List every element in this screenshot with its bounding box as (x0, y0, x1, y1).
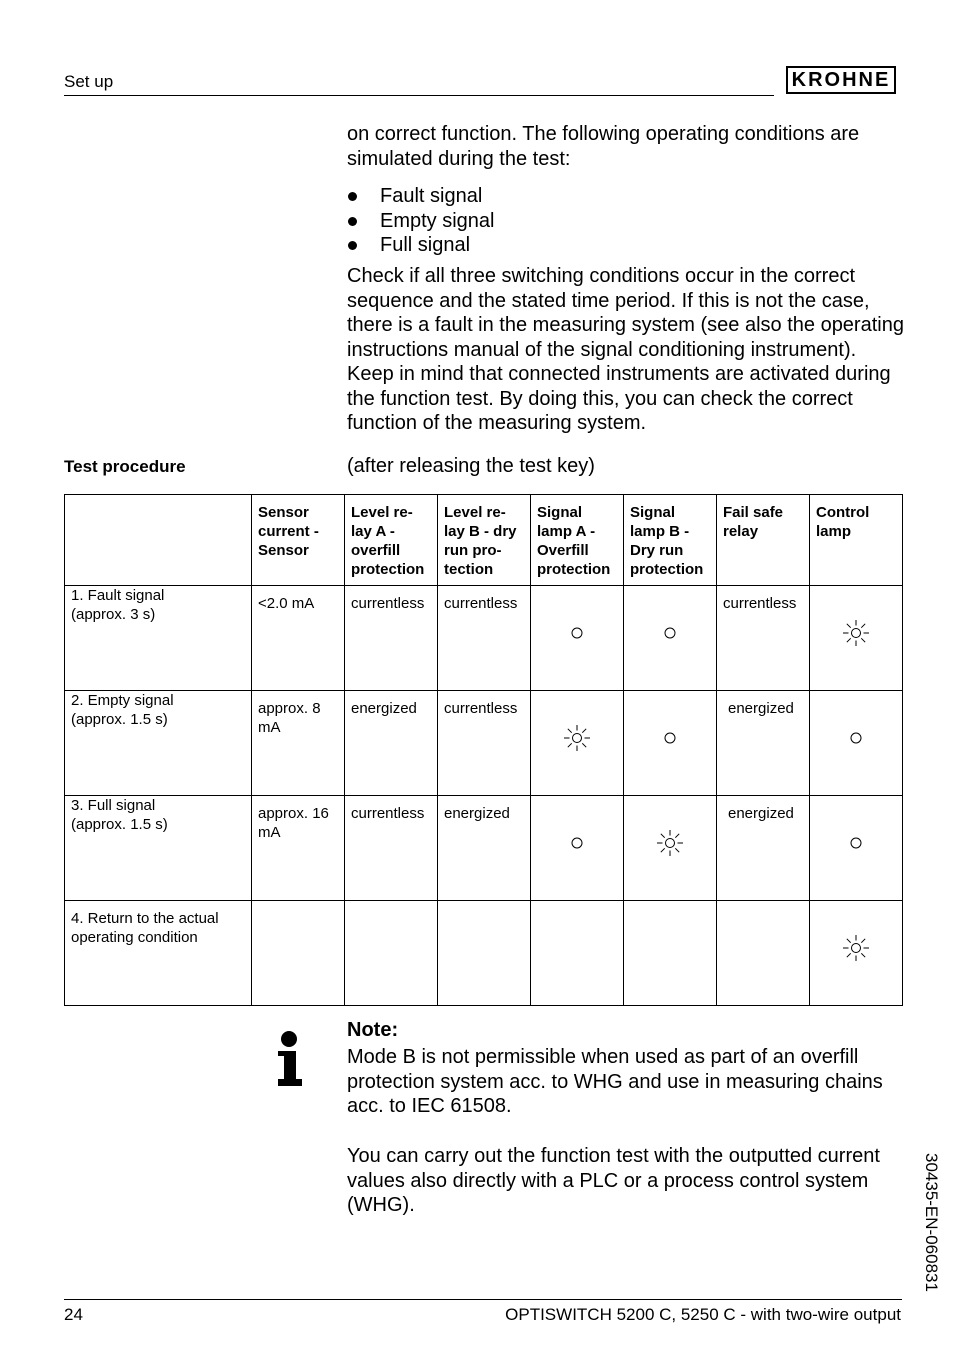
header-cell: Control lamp (810, 495, 903, 586)
lamp-on-icon (840, 617, 872, 649)
bullet-item (347, 233, 907, 258)
control-lamp-cell (810, 796, 903, 901)
header-cell: Level re-lay A - overfill protection (345, 495, 438, 586)
check-paragraph: Check if all three switching conditions occur in the correct sequence and the stated time period. If this is not the case, there is a fault in the measuring system (see also the operating instructions manual of the signal conditioning instrument). Keep in mind that connected instruments are activated during the function test. By doing this, you can check the correct function of the measuring system. (347, 265, 904, 434)
footer-divider (64, 1299, 902, 1300)
header-cell: Fail safe relay (717, 495, 810, 586)
test-procedure-label: Test procedure (64, 457, 186, 476)
document-id: 30435-EN-060831 (922, 1153, 941, 1292)
fail-safe-relay-cell: energized (717, 691, 810, 796)
header-cell: Signal lamp B - Dry run protection (624, 495, 717, 586)
lamp-symbol (810, 932, 902, 969)
control-lamp-cell (810, 691, 903, 796)
header-cell: Sensor current - Sensor (252, 495, 345, 586)
sensor-current-cell: approx. 8 mA (252, 691, 345, 796)
level-relay-a-cell: currentless (345, 796, 438, 901)
row-label-line: operating condition (71, 929, 198, 946)
fail-safe-relay-cell: energized (717, 796, 810, 901)
intro-paragraph: on correct function. The following operating conditions are simulated during the test: (347, 123, 860, 170)
lamp-on-icon (840, 932, 872, 964)
row-label-line: 2. Empty signal (71, 692, 174, 709)
control-lamp-cell (810, 901, 903, 1006)
table-row (65, 901, 903, 1006)
test-procedure-table (64, 494, 903, 1006)
level-relay-a-cell: energized (345, 691, 438, 796)
level-relay-b-cell: currentless (438, 691, 531, 796)
table-row (65, 586, 903, 691)
bullet-item (347, 184, 907, 209)
row-label-cell (65, 901, 252, 1006)
lamp-on-icon (561, 722, 593, 754)
header-cell: Level re-lay B - dry run pro-tection (438, 495, 531, 586)
lamp-symbol (531, 722, 623, 759)
signal-bullet-list (347, 184, 907, 258)
bullet-item (347, 209, 907, 234)
table-header-row (65, 495, 903, 586)
bullet-dot-icon (348, 192, 357, 201)
lamp-off-icon (561, 617, 593, 649)
note-title: Note: (347, 1019, 399, 1041)
bullet-text: Fault signal (380, 185, 483, 207)
control-lamp-cell (810, 586, 903, 691)
lamp-off-icon (840, 722, 872, 754)
lamp-symbol (810, 617, 902, 654)
table-row (65, 796, 903, 901)
lamp-symbol (810, 827, 902, 864)
lamp-symbol (624, 617, 716, 654)
lamp-off-icon (654, 722, 686, 754)
lamp-symbol (810, 722, 902, 759)
sensor-current-cell (252, 901, 345, 1006)
lamp-symbol (531, 617, 623, 654)
plc-paragraph: You can carry out the function test with the outputted current values also directly with a PLC or a process control system (WHG). (347, 1145, 880, 1216)
lamp-off-icon (840, 827, 872, 859)
table-row (65, 691, 903, 796)
signal-lamp-a-cell (531, 901, 624, 1006)
level-relay-b-cell: currentless (438, 586, 531, 691)
level-relay-a-cell: currentless (345, 586, 438, 691)
signal-lamp-a-cell (531, 796, 624, 901)
info-icon (276, 1030, 302, 1088)
lamp-symbol (624, 827, 716, 864)
note-paragraph: Mode B is not permissible when used as part of an overfill protection system acc. to WHG and use in measuring chains acc. to IEC 61508. (347, 1046, 883, 1117)
signal-lamp-b-cell (624, 796, 717, 901)
signal-lamp-b-cell (624, 901, 717, 1006)
row-label-line: (approx. 1.5 s) (71, 816, 168, 833)
signal-lamp-b-cell (624, 586, 717, 691)
lamp-off-icon (561, 827, 593, 859)
logo-text: KROHNE (791, 69, 891, 91)
lamp-off-icon (654, 617, 686, 649)
bullet-dot-icon (348, 217, 357, 226)
row-label-cell (65, 691, 252, 796)
row-label-cell (65, 796, 252, 901)
test-procedure-note: (after releasing the test key) (347, 455, 595, 477)
bullet-text: Full signal (380, 234, 471, 256)
level-relay-b-cell (438, 901, 531, 1006)
row-label-line: (approx. 1.5 s) (71, 711, 168, 728)
lamp-symbol (624, 722, 716, 759)
bullet-text: Empty signal (380, 209, 495, 232)
level-relay-b-cell: energized (438, 796, 531, 901)
sensor-current-cell: <2.0 mA (252, 586, 345, 691)
header-cell (65, 495, 252, 586)
level-relay-a-cell (345, 901, 438, 1006)
page-number: 24 (64, 1305, 83, 1324)
header-cell: Signal lamp A - Overfill protection (531, 495, 624, 586)
row-label-line: (approx. 3 s) (71, 606, 156, 623)
krohne-logo (786, 66, 896, 94)
lamp-symbol (531, 827, 623, 864)
product-title: OPTISWITCH 5200 C, 5250 C - with two-wire output (505, 1305, 901, 1324)
row-label-line: 3. Full signal (71, 797, 156, 814)
bullet-dot-icon (348, 241, 357, 250)
fail-safe-relay-cell (717, 901, 810, 1006)
row-label-line: 4. Return to the actual (71, 910, 219, 927)
lamp-on-icon (654, 827, 686, 859)
header-divider (64, 95, 774, 96)
signal-lamp-b-cell (624, 691, 717, 796)
row-label-cell (65, 586, 252, 691)
signal-lamp-a-cell (531, 586, 624, 691)
sensor-current-cell: approx. 16 mA (252, 796, 345, 901)
signal-lamp-a-cell (531, 691, 624, 796)
row-label-line: 1. Fault signal (71, 587, 165, 604)
header-section-title: Set up (64, 72, 114, 91)
fail-safe-relay-cell: currentless (717, 586, 810, 691)
